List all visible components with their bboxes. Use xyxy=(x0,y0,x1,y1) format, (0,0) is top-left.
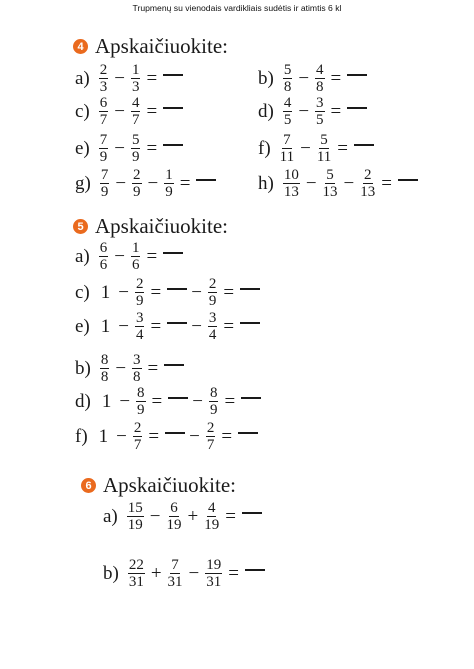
fraction xyxy=(131,132,141,165)
fraction xyxy=(100,167,110,200)
operator: = xyxy=(150,281,162,303)
fraction xyxy=(283,62,293,95)
numerator: 2 xyxy=(99,62,108,78)
fraction xyxy=(315,95,325,128)
numerator: 1 xyxy=(131,62,140,78)
operator: = xyxy=(225,505,236,527)
fraction xyxy=(283,167,300,200)
denominator: 19 xyxy=(166,517,182,533)
operator: − xyxy=(189,425,200,447)
operator: − xyxy=(115,357,127,379)
numerator: 8 xyxy=(137,385,145,401)
answer-blank[interactable] xyxy=(354,144,374,146)
numerator: 2 xyxy=(364,167,372,183)
exercise-label: b) xyxy=(258,67,274,89)
denominator: 6 xyxy=(99,257,108,273)
denominator: 8 xyxy=(100,369,109,385)
numerator: 8 xyxy=(100,352,109,368)
numerator: 2 xyxy=(133,420,142,436)
fraction xyxy=(315,62,325,95)
exercise-5a xyxy=(75,240,183,273)
exercise-label: e) xyxy=(75,137,90,159)
exercise-label: f) xyxy=(258,137,271,159)
fraction xyxy=(166,500,181,533)
operator: = xyxy=(146,137,158,159)
section-title: Apskaičiuokite: xyxy=(95,214,228,238)
answer-blank[interactable] xyxy=(165,432,185,434)
fraction xyxy=(206,420,216,453)
denominator: 7 xyxy=(99,112,108,128)
exercise-label: h) xyxy=(258,172,274,194)
operator: − xyxy=(114,137,125,159)
operator: − xyxy=(114,245,125,267)
numerator: 3 xyxy=(133,352,141,368)
denominator: 6 xyxy=(131,257,140,273)
denominator: 9 xyxy=(208,293,217,309)
operator: − xyxy=(147,172,159,194)
numerator: 5 xyxy=(283,62,292,78)
fraction xyxy=(205,557,222,590)
whole-number: 1 xyxy=(100,315,111,337)
answer-blank[interactable] xyxy=(242,512,262,514)
denominator: 9 xyxy=(209,402,218,418)
exercise-label: g) xyxy=(75,172,91,194)
denominator: 13 xyxy=(283,184,299,200)
fraction xyxy=(164,167,174,200)
numerator: 2 xyxy=(208,276,217,292)
answer-blank[interactable] xyxy=(398,179,418,181)
operator: + xyxy=(187,505,199,527)
numerator: 19 xyxy=(206,557,222,573)
operator: − xyxy=(115,172,127,194)
fraction xyxy=(132,352,142,385)
denominator: 9 xyxy=(135,293,144,309)
operator: = xyxy=(223,315,235,337)
exercise-label: a) xyxy=(75,67,90,89)
operator: − xyxy=(114,100,125,122)
exercise-4c xyxy=(75,95,183,128)
exercise-5b xyxy=(75,352,184,385)
denominator: 7 xyxy=(206,437,215,453)
exercise-label: b) xyxy=(75,357,91,379)
numerator: 4 xyxy=(316,62,324,78)
page-header: Trupmenų su vienodais vardikliais sudėtis ir atimtis 6 kl xyxy=(132,3,342,13)
answer-blank[interactable] xyxy=(240,288,260,290)
exercise-label: d) xyxy=(75,390,91,412)
fraction xyxy=(168,557,183,590)
exercise-5e xyxy=(75,310,260,343)
fraction xyxy=(360,167,375,200)
answer-blank[interactable] xyxy=(167,322,187,324)
denominator: 13 xyxy=(360,184,376,200)
operator: − xyxy=(119,390,131,412)
denominator: 8 xyxy=(133,369,141,385)
operator: − xyxy=(116,425,127,447)
denominator: 7 xyxy=(131,112,140,128)
numerator: 3 xyxy=(316,95,324,111)
operator: − xyxy=(300,137,311,159)
exercise-4a xyxy=(75,62,183,95)
exercise-5d xyxy=(75,385,261,418)
operator: = xyxy=(223,281,235,303)
fraction xyxy=(135,276,145,309)
operator: = xyxy=(146,100,158,122)
denominator: 19 xyxy=(127,517,143,533)
exercise-4e xyxy=(75,132,183,165)
whole-number: 1 xyxy=(100,281,111,303)
operator: = xyxy=(151,390,163,412)
denominator: 4 xyxy=(208,327,217,343)
operator: = xyxy=(228,562,239,584)
denominator: 4 xyxy=(135,327,144,343)
numerator: 4 xyxy=(283,95,292,111)
operator: − xyxy=(192,390,203,412)
section-number-badge: 5 xyxy=(73,219,88,234)
denominator: 8 xyxy=(283,79,292,95)
exercise-4d xyxy=(258,95,367,128)
numerator: 4 xyxy=(207,500,216,516)
exercise-6a xyxy=(103,500,262,533)
numerator: 5 xyxy=(320,132,328,148)
numerator: 22 xyxy=(128,557,144,573)
fraction xyxy=(128,557,145,590)
operator: − xyxy=(118,281,129,303)
fraction xyxy=(99,240,109,273)
exercise-label: a) xyxy=(103,505,118,527)
fraction xyxy=(99,95,109,128)
fraction xyxy=(99,132,109,165)
denominator: 9 xyxy=(131,149,140,165)
operator: = xyxy=(179,172,191,194)
fraction xyxy=(131,240,141,273)
fraction xyxy=(135,310,145,343)
denominator: 9 xyxy=(99,149,108,165)
exercise-6b xyxy=(103,557,265,590)
answer-blank[interactable] xyxy=(347,107,367,109)
operator: = xyxy=(337,137,348,159)
denominator: 3 xyxy=(99,79,108,95)
operator: − xyxy=(305,172,317,194)
operator: = xyxy=(146,245,158,267)
exercise-4h xyxy=(258,167,418,200)
numerator: 10 xyxy=(283,167,299,183)
numerator: 15 xyxy=(127,500,143,516)
exercise-5c xyxy=(75,276,260,309)
answer-blank[interactable] xyxy=(240,322,260,324)
operator: − xyxy=(343,172,355,194)
section-number-badge: 6 xyxy=(81,478,96,493)
operator: + xyxy=(150,562,162,584)
denominator: 31 xyxy=(206,574,222,590)
fraction xyxy=(209,385,219,418)
denominator: 9 xyxy=(137,402,145,418)
answer-blank[interactable] xyxy=(163,252,183,254)
operator: − xyxy=(191,281,202,303)
numerator: 8 xyxy=(209,385,218,401)
numerator: 7 xyxy=(171,557,179,573)
whole-number: 1 xyxy=(101,390,112,412)
numerator: 6 xyxy=(99,95,108,111)
denominator: 19 xyxy=(204,517,220,533)
fraction xyxy=(208,310,218,343)
numerator: 6 xyxy=(99,240,108,256)
denominator: 3 xyxy=(131,79,140,95)
answer-blank[interactable] xyxy=(164,364,184,366)
operator: = xyxy=(330,67,342,89)
exercise-5f xyxy=(75,420,258,453)
denominator: 8 xyxy=(316,79,324,95)
fraction xyxy=(280,132,294,165)
denominator: 31 xyxy=(128,574,144,590)
fraction xyxy=(127,500,144,533)
answer-blank[interactable] xyxy=(167,288,187,290)
exercise-label: a) xyxy=(75,245,90,267)
numerator: 2 xyxy=(133,167,141,183)
numerator: 2 xyxy=(206,420,215,436)
denominator: 11 xyxy=(279,149,295,165)
operator: − xyxy=(114,67,125,89)
numerator: 5 xyxy=(131,132,140,148)
section-title: Apskaičiuokite: xyxy=(103,473,236,497)
denominator: 9 xyxy=(165,184,173,200)
answer-blank[interactable] xyxy=(241,397,261,399)
numerator: 2 xyxy=(135,276,144,292)
section-4-heading xyxy=(73,34,228,59)
fraction xyxy=(132,167,142,200)
numerator: 7 xyxy=(100,167,109,183)
operator: = xyxy=(150,315,162,337)
whole-number: 1 xyxy=(98,425,109,447)
section-6-heading xyxy=(81,473,236,498)
answer-blank[interactable] xyxy=(347,74,367,76)
fraction xyxy=(99,62,109,95)
denominator: 9 xyxy=(133,184,141,200)
numerator: 3 xyxy=(208,310,217,326)
denominator: 7 xyxy=(133,437,142,453)
numerator: 5 xyxy=(326,167,334,183)
denominator: 13 xyxy=(322,184,338,200)
fraction xyxy=(323,167,338,200)
exercise-label: d) xyxy=(258,100,274,122)
operator: − xyxy=(149,505,161,527)
operator: = xyxy=(330,100,342,122)
fraction xyxy=(283,95,293,128)
answer-blank[interactable] xyxy=(245,569,265,571)
exercise-label: c) xyxy=(75,100,90,122)
section-number-badge: 4 xyxy=(73,39,88,54)
section-title: Apskaičiuokite: xyxy=(95,34,228,58)
answer-blank[interactable] xyxy=(163,144,183,146)
denominator: 5 xyxy=(316,112,324,128)
operator: = xyxy=(224,390,236,412)
fraction xyxy=(100,352,110,385)
denominator: 11 xyxy=(316,149,332,165)
fraction xyxy=(317,132,331,165)
denominator: 9 xyxy=(100,184,109,200)
answer-blank[interactable] xyxy=(168,397,188,399)
operator: − xyxy=(191,315,202,337)
operator: − xyxy=(188,562,200,584)
section-5-heading xyxy=(73,214,228,239)
operator: − xyxy=(298,100,310,122)
numerator: 6 xyxy=(170,500,178,516)
operator: = xyxy=(146,67,158,89)
exercise-label: e) xyxy=(75,315,90,337)
fraction xyxy=(136,385,146,418)
fraction xyxy=(131,95,141,128)
operator: − xyxy=(298,67,310,89)
answer-blank[interactable] xyxy=(163,74,183,76)
answer-blank[interactable] xyxy=(238,432,258,434)
operator: = xyxy=(221,425,233,447)
numerator: 3 xyxy=(135,310,144,326)
answer-blank[interactable] xyxy=(163,107,183,109)
numerator: 4 xyxy=(131,95,140,111)
exercise-4f xyxy=(258,132,374,165)
fraction xyxy=(208,276,218,309)
exercise-4b xyxy=(258,62,367,95)
fraction xyxy=(204,500,219,533)
denominator: 5 xyxy=(283,112,292,128)
numerator: 7 xyxy=(283,132,291,148)
operator: = xyxy=(148,425,160,447)
exercise-4g xyxy=(75,167,216,200)
operator: = xyxy=(381,172,392,194)
numerator: 1 xyxy=(165,167,173,183)
denominator: 31 xyxy=(167,574,183,590)
numerator: 1 xyxy=(131,240,140,256)
numerator: 7 xyxy=(99,132,108,148)
fraction xyxy=(133,420,143,453)
answer-blank[interactable] xyxy=(196,179,216,181)
operator: − xyxy=(118,315,129,337)
operator: = xyxy=(147,357,159,379)
exercise-label: f) xyxy=(75,425,88,447)
exercise-label: c) xyxy=(75,281,90,303)
fraction xyxy=(131,62,141,95)
exercise-label: b) xyxy=(103,562,119,584)
